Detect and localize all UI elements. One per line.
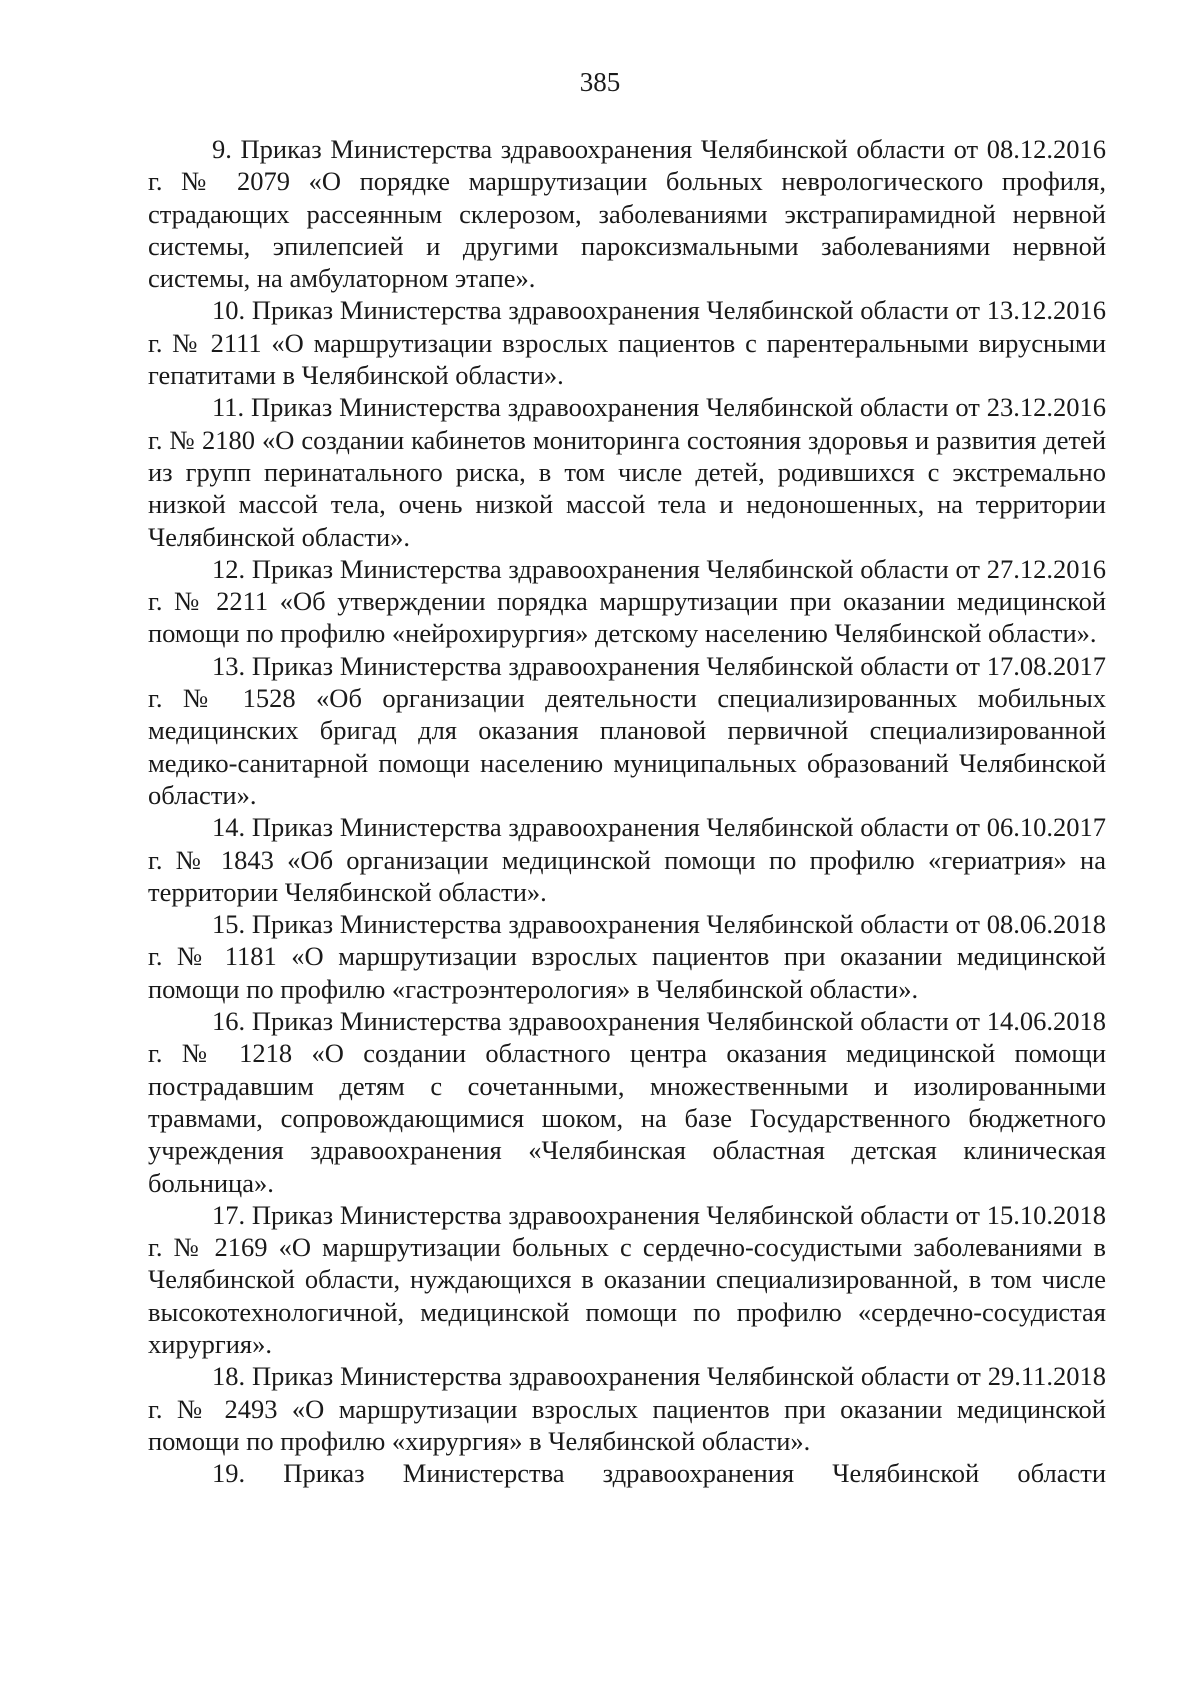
list-item: 13. Приказ Министерства здравоохранения Челябинской области от 17.08.2017 г. № 1528 «Об организации деятельности специализированных мобильных медицинских бригад для оказания плановой первичной специализированной медико-санитарной помощи населению муниципальных образований Челябинской области». [148,650,1106,810]
list-item: 9. Приказ Министерства здравоохранения Челябинской области от 08.12.2016 г. № 2079 «О порядке маршрутизации больных неврологического профиля, страдающих рассеянным склерозом, заболеваниями экстрапирамидной нервной системы, эпилепсией и другими пароксизмальными заболеваниями нервной системы, на амбулаторном этапе». [148,134,1106,294]
list-item: 15. Приказ Министерства здравоохранения Челябинской области от 08.06.2018 г. № 1181 «О маршрутизации взрослых пациентов при оказании медицинской помощи по профилю «гастроэнтерология» в Челябинской области». [148,909,1106,1004]
list-item: 12. Приказ Министерства здравоохранения Челябинской области от 27.12.2016 г. № 2211 «Об утверждении порядка маршрутизации при оказании медицинской помощи по профилю «нейрохирургия» детскому населению Челябинской области». [148,553,1106,649]
list-item: 18. Приказ Министерства здравоохранения Челябинской области от 29.11.2018 г. № 2493 «О маршрутизации взрослых пациентов при оказании медицинской помощи по профилю «хирургия» в Челябинской области». [148,1361,1106,1456]
list-item: 16. Приказ Министерства здравоохранения Челябинской области от 14.06.2018 г. № 1218 «О создании областного центра оказания медицинской помощи пострадавшим детям с сочетанными, множественными и изолированными травмами, сопровождающимися шоком, на базе Государственного бюджетного учреждения здравоохранения «Челябинская областная детская клиническая больница». [148,1006,1106,1198]
document-body [148,133,1106,1489]
list-item: 17. Приказ Министерства здравоохранения Челябинской области от 15.10.2018 г. № 2169 «О маршрутизации больных с сердечно-сосудистыми заболеваниями в Челябинской области, нуждающихся в оказании специализированной, в том числе высокотехнологичной, медицинской помощи по профилю «сердечно-сосудистая хирургия». [148,1199,1106,1359]
list-item: 14. Приказ Министерства здравоохранения Челябинской области от 06.10.2017 г. № 1843 «Об организации медицинской помощи по профилю «гериатрия» на территории Челябинской области». [148,812,1106,907]
list-item: 19. Приказ Министерства здравоохранения Челябинской области [212,1458,1106,1489]
list-item: 10. Приказ Министерства здравоохранения Челябинской области от 13.12.2016 г. № 2111 «О маршрутизации взрослых пациентов с парентеральными вирусными гепатитами в Челябинской области». [148,295,1106,391]
list-item: 11. Приказ Министерства здравоохранения Челябинской области от 23.12.2016 г. № 2180 «О создании кабинетов мониторинга состояния здоровья и развития детей из групп перинатального риска, в том числе детей, родившихся с экстремально низкой массой тела, очень низкой массой тела и недоношенных, на территории Челябинской области». [148,392,1106,552]
page-number: 385 [579,67,621,97]
